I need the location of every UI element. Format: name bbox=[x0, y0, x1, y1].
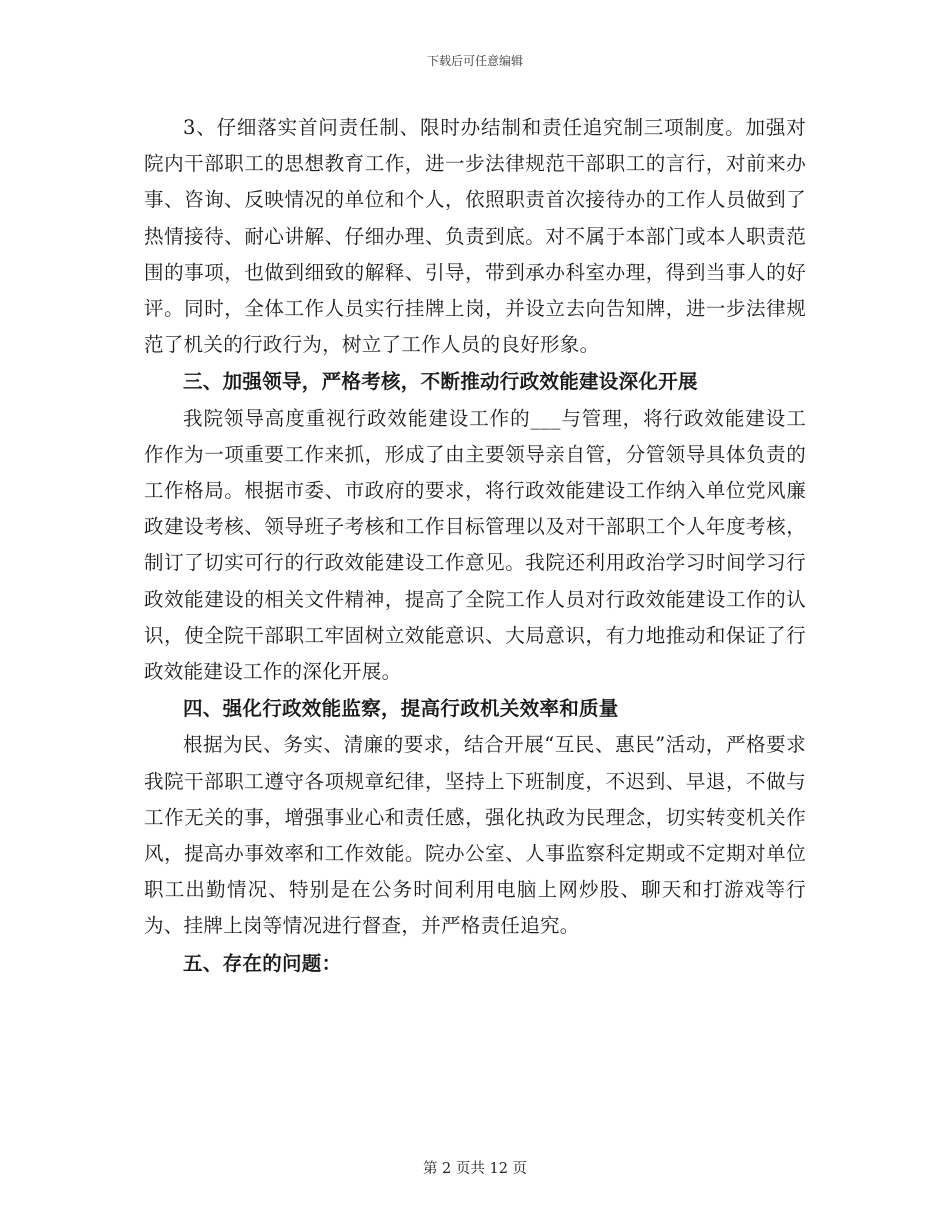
page-header: 下载后可任意编辑 bbox=[426, 54, 523, 68]
paragraph-section-4: 根据为民、务实、清廉的要求，结合开展“互民、惠民”活动，严格要求我院干部职工遵守各项规章纪律，坚持上下班制度，不迟到、早退，不做与工作无关的事，增强事业心和责任感，强化执政为民理念，切实转变机关作风，提高办事效率和工作效能。院办公室、人事监察科定期或不定期对单位职工出勤情况、特别是在公务时间利用电脑上网炒股、聊天和打游戏等行为、挂牌上岗等情况进行督查，并严格责任追究。 bbox=[144, 733, 806, 938]
page-footer: 第 2 页共 12 页 bbox=[422, 1161, 528, 1177]
paragraph-section-3: 我院领导高度重视行政效能建设工作的___与管理，将行政效能建设工作作为一项重要工作来抓，形成了由主要领导亲自管，分管领导具体负责的工作格局。根据市委、市政府的要求，将行政效能建设工作纳入单位党风廉政建设考核、领导班子考核和工作目标管理以及对干部职工个人年度考核，制订了切实可行的行政效能建设工作意见。我院还利用政治学习时间学习行政效能建设的相关文件精神，提高了全院工作人员对行政效能建设工作的认识，使全院干部职工牢固树立效能意识、大局意识，有力地推动和保证了行政效能建设工作的深化开展。 bbox=[144, 406, 806, 684]
paragraph-item-3: 3、仔细落实首问责任制、限时办结制和责任追究制三项制度。加强对院内干部职工的思想教育工作，进一步法律规范干部职工的言行，对前来办事、咨询、反映情况的单位和个人，依照职责首次接待办的工作人员做到了热情接待、耐心讲解、仔细办理、负责到底。对不属于本部门或本人职责范围的事项，也做到细致的解释、引导，带到承办科室办理，得到当事人的好评。同时，全体工作人员实行挂牌上岗，并设立去向告知牌，进一步法律规范了机关的行政行为，树立了工作人员的良好形象。 bbox=[144, 116, 806, 357]
document-body bbox=[144, 110, 806, 982]
section-heading-4: 四、强化行政效能监察，提高行政机关效率和质量 bbox=[183, 697, 619, 721]
section-heading-5: 五、存在的问题： bbox=[183, 951, 342, 975]
section-heading-3: 三、加强领导，严格考核，不断推动行政效能建设深化开展 bbox=[183, 370, 698, 394]
